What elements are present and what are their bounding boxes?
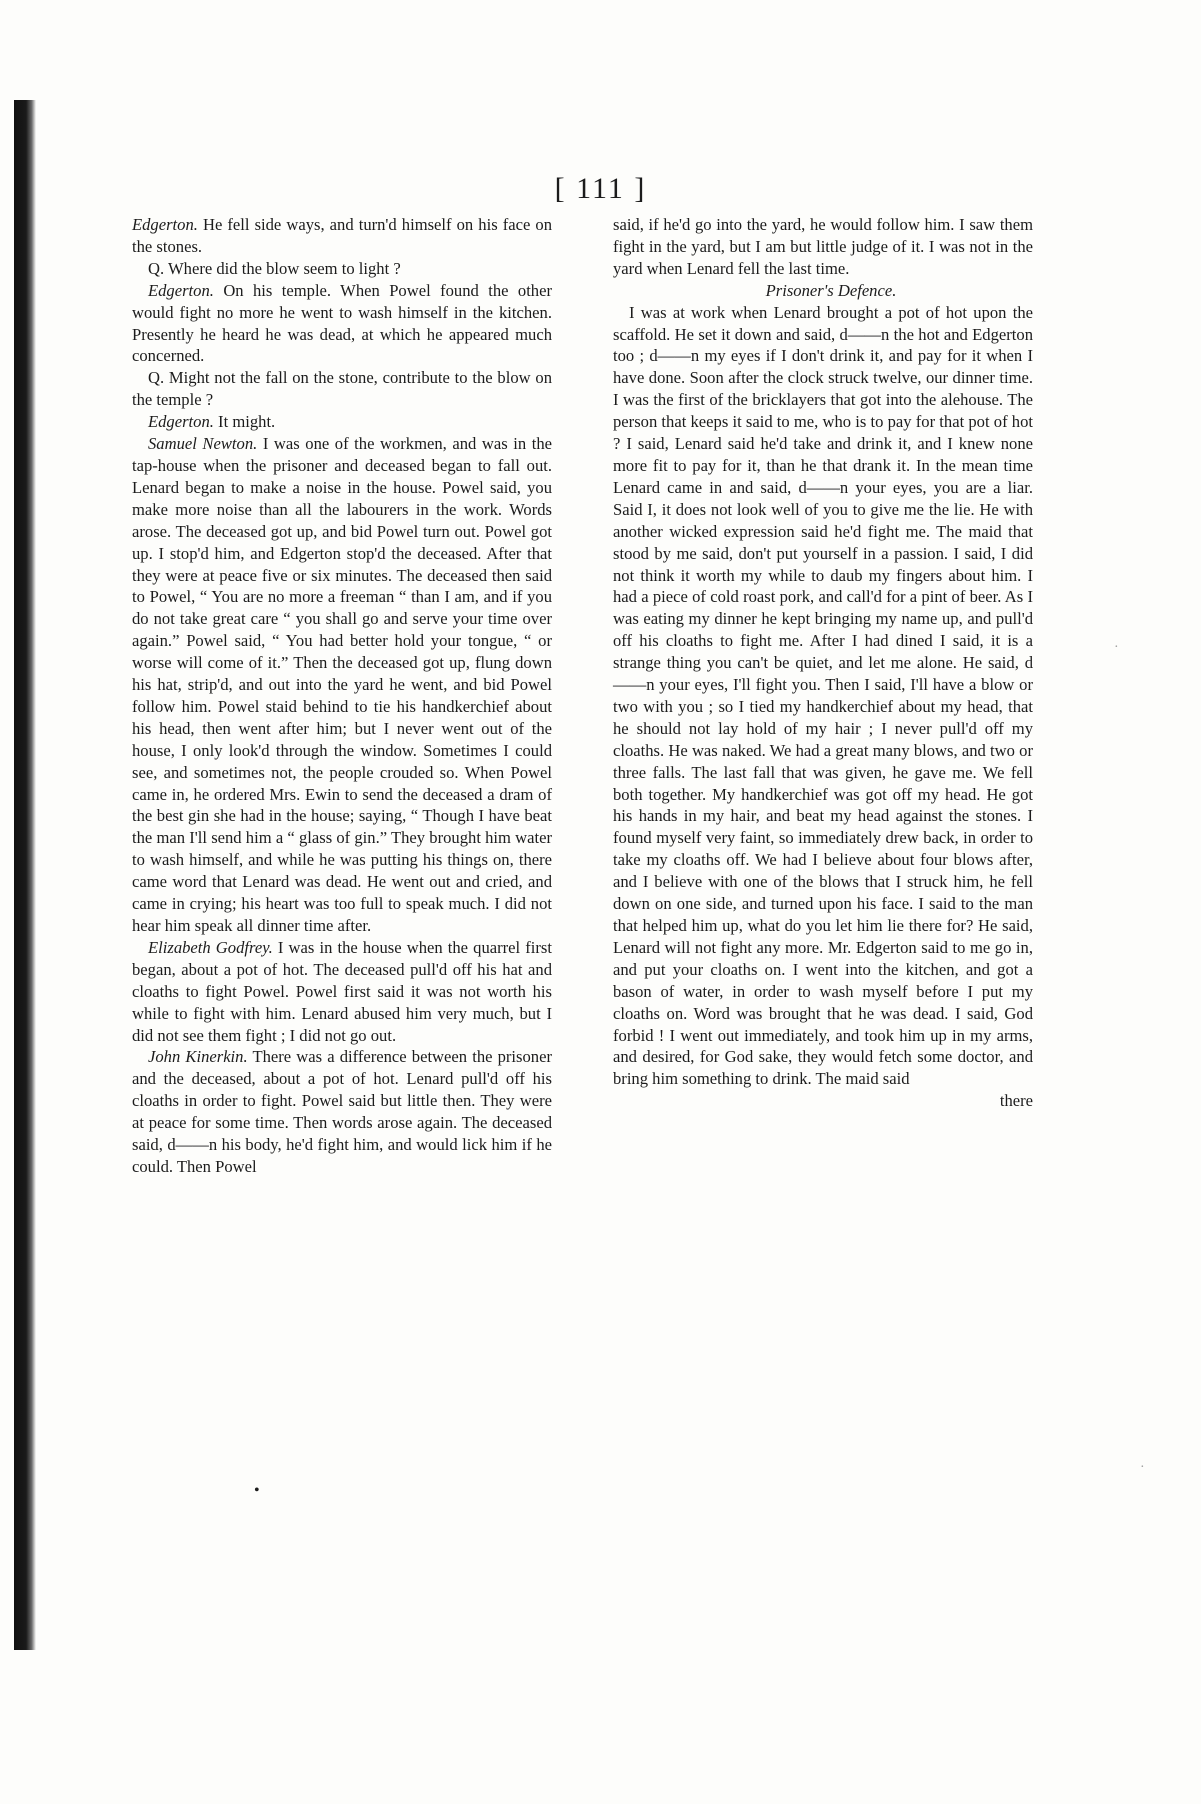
speaker-name: Q.: [148, 368, 165, 388]
speaker-name: John Kinerkin.: [148, 1047, 248, 1067]
defence-paragraph: I was at work when Lenard brought a pot of hot upon the scaffold. He set it down and said, d——n the hot and Edgerton too ; d——n my eyes if I don't drink it, and pay for it when I have done. Soon after the clock struck twelve, our dinner time. I was the first of the bricklayers that got into the alehouse. The person that keeps it said to me, who is to pay for that pot of hot ? I said, Lenard said he'd take and drink it, and I knew none more fit to pay for it, than he that drank it. In the mean time Lenard came in and said, d——n your eyes, you are a liar. Said I, it does not look well of you to give me the lie. He with another wicked expression said he'd fight me. The maid that stood by me said, don't put yourself in a passion. I said, I did not think it worth my while to daub my fingers about him. I had a piece of cold roast pork, and call'd for a pint of beer. As I was eating my dinner he kept bringing my name up, and pull'd off his cloaths to fight me. After I had dined I said, it is a strange thing you can't be quiet, and let me alone. He said, d——n your eyes, I'll fight you. Then I said, I'll have a blow or two with you ; so I tied my handkerchief about my head, that he should not lay hold of my hair ; I never pull'd off my cloaths. He was naked. We had a great many blows, and two or three falls. The last fall that was given, he gave me. We fell both together. My handkerchief was got off my head. He got his hands in my hair, and beat my head against the stones. I found myself very faint, so immediately drew back, in order to take my cloaths off. We had I believe about four blows after, and I believe with one of the blows that I struck him, he fell down on one side, and turned upon his face. I said to the man that helped him up, what do you let him lie there for? He said, Lenard will not fight any more. Mr. Edgerton said to me go in, and put your cloaths on. I went into the kitchen, and got a bason of water, in order to wash myself before I put my cloaths on. Word was brought that he was dead. I said, God forbid ! I went out immediately, and took him up in my arms, and desired, for God sake, they would fetch some doctor, and bring him something to drink. The maid said: [613, 302, 1033, 1089]
catchword: there: [999, 1091, 1033, 1111]
speaker-name: Edgerton.: [148, 412, 214, 432]
binding-shadow: [14, 100, 36, 1650]
left-column: [132, 214, 552, 1178]
paper-fleck: ·: [1114, 640, 1119, 655]
testimony-text: I was in the house when the quarrel first began, about a pot of hot. The deceased pull'd off his hat and cloaths to fight Powel. Powel first said it was not worth his while to fight with him. Lenard abused him very much, but I did not see them fight ; I did not go out.: [132, 937, 552, 1045]
page-number: [ 111 ]: [554, 172, 647, 205]
testimony-paragraph: [132, 214, 552, 258]
speaker-name: Elizabeth Godfrey.: [148, 937, 273, 957]
speaker-name: Edgerton.: [148, 280, 214, 300]
testimony-text: Might not the fall on the stone, contribute to the blow on the temple ?: [132, 368, 552, 410]
testimony-text: It might.: [213, 412, 276, 432]
testimony-text: I was one of the workmen, and was in the tap-house when the prisoner and deceased began to fall out. Lenard began to make a noise in the house. Powel said, you make more noise than all the labourers in the work. Words arose. The deceased got up, and bid Powel turn out. Powel got up. I stop'd him, and Edgerton stop'd the deceased. After that they were at peace five or six minutes. The deceased then said to Powel, “ You are no more a freeman “ than I am, and if you do not take great care “ you shall go and serve your time over again.” Powel said, “ You had better hold your tongue, “ or worse will come of it.” Then the deceased got up, flung down his hat, strip'd, and out into the yard he went, and bid Powel follow him. Powel staid behind to tie his handkerchief about his head, then went after him; but I never went out of the house, I only look'd through the window. Sometimes I could see, and sometimes not, the people crouded so. When Powel came in, he ordered Mrs. Ewin to send the deceased a dram of the best gin she had in the house; saying, “ Though I have beat the man I'll send him a “ glass of gin.” They brought him water to wash himself, and while he was putting his things on, there came word that Lenard was dead. He went out and cried, and came in crying; his heart was too full to speak much. I did not hear him speak all dinner time after.: [132, 434, 552, 935]
continued-testimony: said, if he'd go into the yard, he would follow him. I saw them fight in the yard, but I am but little judge of it. I was not in the yard when Lenard fell the last time.: [613, 215, 1033, 278]
testimony-paragraph: [132, 411, 552, 433]
testimony-text: He fell side ways, and turn'd himself on his face on the stones.: [132, 215, 552, 256]
testimony-paragraph: [132, 367, 552, 411]
testimony-text: Where did the blow seem to light ?: [164, 258, 401, 278]
speaker-name: Q.: [148, 258, 165, 278]
speaker-name: Edgerton.: [132, 215, 198, 234]
testimony-paragraph: [132, 433, 552, 937]
testimony-text: There was a difference between the prisoner and the deceased, about a pot of hot. Lenard pull'd off his cloaths in order to fight. Powel said but little then. They were at peace for some time. Then words arose again. The deceased said, d——n his body, he'd fight him, and would lick him if he could. Then Powel: [132, 1047, 552, 1176]
testimony-text: On his temple. When Powel found the other would fight no more he went to wash himself in the kitchen. Presently he heard he was dead, at which he appeared much concerned.: [132, 280, 552, 366]
right-column: [613, 214, 1033, 1112]
stray-mark: •: [254, 1482, 260, 1499]
speaker-name: Samuel Newton.: [148, 434, 258, 454]
testimony-paragraph: [132, 258, 552, 280]
section-heading: Prisoner's Defence.: [765, 280, 897, 300]
testimony-paragraph: [132, 280, 552, 368]
testimony-paragraph: [132, 937, 552, 1047]
testimony-paragraph: [132, 1046, 552, 1177]
paper-fleck: ·: [1140, 1460, 1145, 1475]
